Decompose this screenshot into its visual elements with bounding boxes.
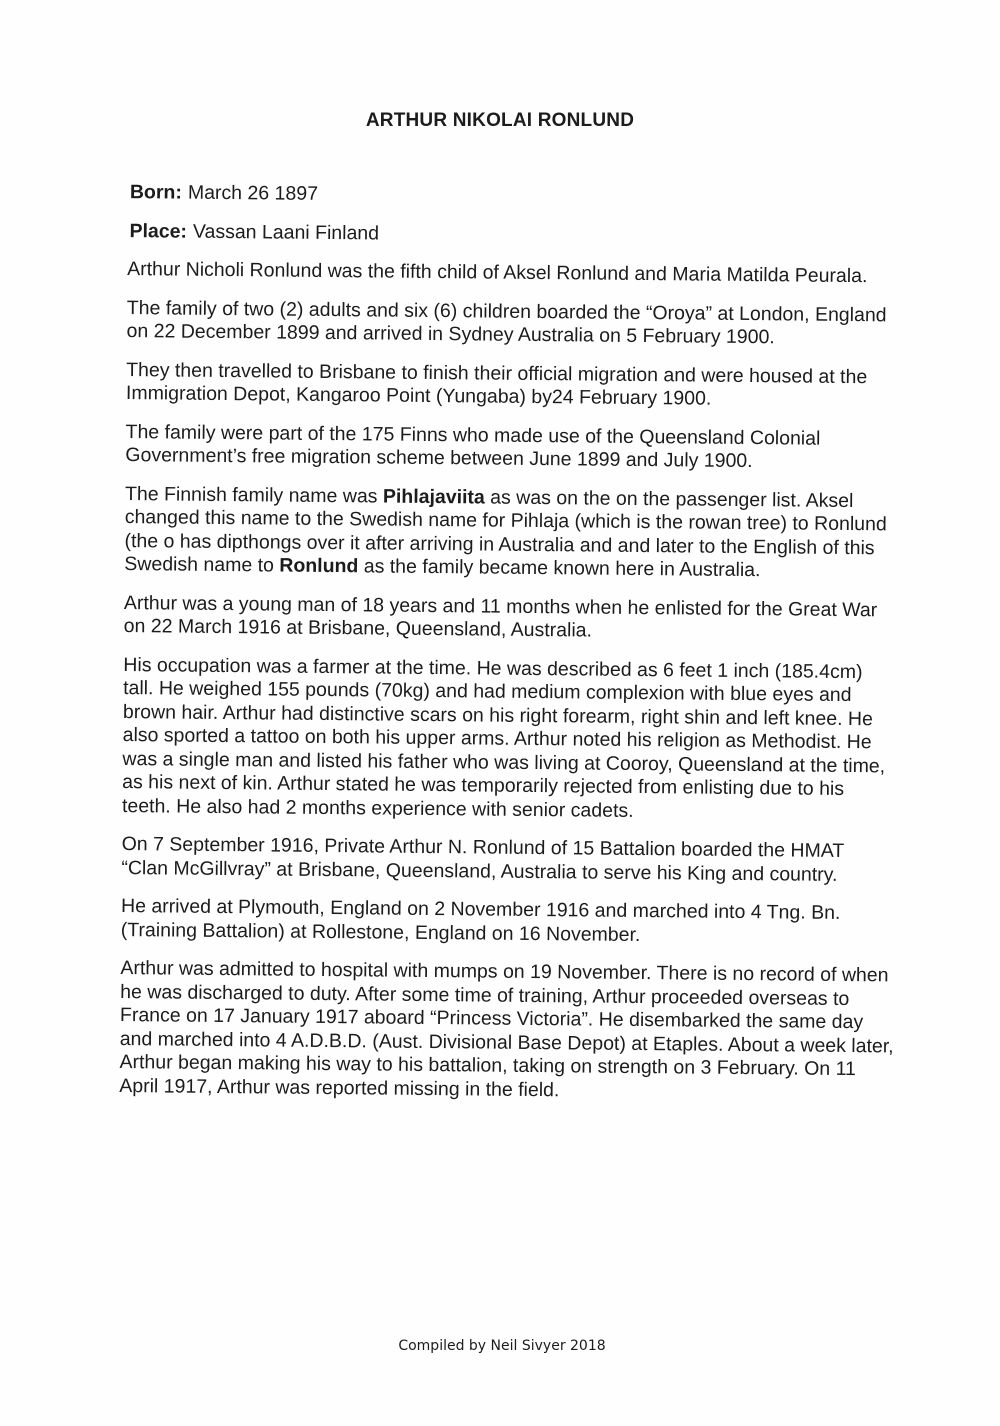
footer-credit: Compiled by Neil Sivyer 2018 <box>398 1338 606 1354</box>
text-run: as the family became known here in Australia. <box>358 555 761 582</box>
text-run: as was on the on the passenger list. Aksel changed this name to the Swedish name for Pihlaja (which is the rowan tree) to Ronlund (the o has dipthongs over it after arriving in Australia and and later to the English of this Swedish name to <box>124 485 887 577</box>
paragraph: The family of two (2) adults and six (6) children boarded the “Oroya” at London, England on 22 December 1899 and arrived in Sydney Australia on 5 February 1900. <box>126 296 887 349</box>
born-value: March 26 1897 <box>187 181 319 205</box>
place-label: Place: <box>129 219 188 243</box>
document-title: ARTHUR NIKOLAI RONLUND <box>365 110 635 131</box>
paragraph: Arthur was a young man of 18 years and 11 months when he enlisted for the Great War on 22 March 1916 at Brisbane, Queensland, Australia. <box>123 591 878 642</box>
place-field <box>129 220 901 251</box>
born-label: Born: <box>129 181 182 204</box>
paragraph: He arrived at Plymouth, England on 2 November 1916 and marched into 4 Tng. Bn. (Training Battalion) at Rollestone, England on 16 November. <box>120 895 841 946</box>
bold-name-ronlund: Ronlund <box>279 554 359 578</box>
paragraph: Arthur was admitted to hospital with mumps on 19 November. There is no record of when he was discharged to duty. After some time of training, Arthur proceeded overseas to France on 17 January 1917 aboard “Princess Victoria”. He disembarked the same day and marched into 4 A.D.B.D. (Aust. Divisional Base Depot) at Etaples. About a week later, Arthur began making his way to his battalion, taking on strength on 3 February. On 11 April 1917, Arthur was reported missing in the field. <box>119 957 894 1101</box>
paragraph: They then travelled to Brisbane to finish their official migration and were housed at the Immigration Depot, Kangaroo Point (Yungaba) by24 February 1900. <box>125 358 868 410</box>
paragraph: His occupation was a farmer at the time. He was described as 6 feet 1 inch (185.4cm) tall. He weighed 155 pounds (70kg) and had medium complexion with blue eyes and brown hair. Arthur had distinctive scars on his right forearm, right shin and left knee. He also sported a tattoo on both his upper arms. Arthur noted his religion as Methodist. He was a single man and listed his father who was living at Cooroy, Queensland at the time, as his next of kin. Arthur stated he was temporarily rejected from enlisting due to his teeth. He also had 2 months experience with senior cadets. <box>121 653 886 822</box>
text-run: The Finnish family name was <box>124 482 384 508</box>
place-value: Vassan Laani Finland <box>192 220 380 244</box>
paragraph: On 7 September 1916, Private Arthur N. Ronlund of 15 Battalion boarded the HMAT “Clan McGillvray” at Brisbane, Queensland, Australia to serve his King and country. <box>121 833 844 886</box>
document-body <box>113 181 902 1120</box>
family-name-paragraph <box>124 483 899 584</box>
paragraph: The family were part of the 175 Finns who made use of the Queensland Colonial Government’s free migration scheme between June 1899 and July 1900. <box>125 420 821 473</box>
bold-name-pihlajaviita: Pihlajaviita <box>382 485 485 508</box>
paragraph: Arthur Nicholi Ronlund was the fifth child of Aksel Ronlund and Maria Matilda Peurala. <box>127 258 868 288</box>
born-field <box>130 181 902 212</box>
